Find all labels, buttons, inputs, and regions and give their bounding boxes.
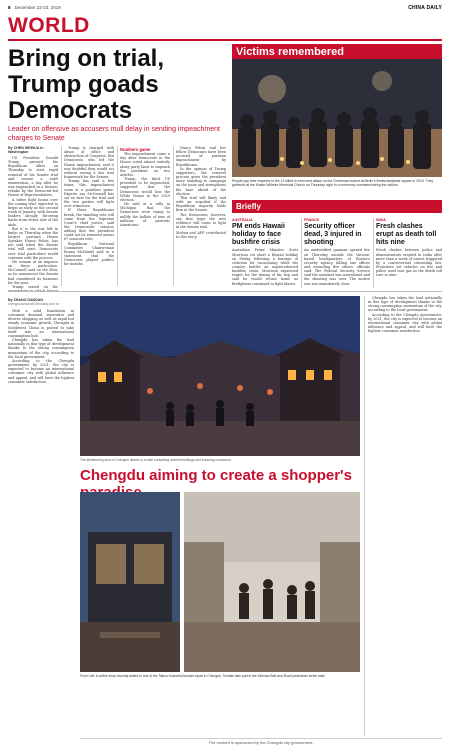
lead-paragraph: Trump has said a few times, this impeachment scam is a pointless game. Experts say McConnell has set no date for the trial and the two parties will fight over witnesses. xyxy=(64,179,114,209)
brief-headline: PM ends Hawaii holiday to face bushfire crisis xyxy=(232,223,285,246)
column-rule xyxy=(117,146,118,286)
victims-caption: People pay their respects to the 12 killed in a terrorist attack on the Christmas market at Berlin's Breitscheidplatz square in 2016. They gathered at the Kaiser Wilhelm Memorial Church on Thursday night in a ceremony commemorating the victims. xyxy=(232,179,434,188)
lead-paragraph: A bitter fight looms over the coming trial, expected to begin as early as the second week of January, with Senate leaders already throwing barbs from either side of the aisle. xyxy=(8,197,58,227)
chengdu-paragraph: According to the Chengdu government, by 2021, the city is expected to become an international consumer city with global influence and appeal, and will have the highest consumer satisfaction. xyxy=(368,312,442,334)
lead-paragraph: Republican National Committee Chairwoman Ronna McDaniel said in a statement that the Democrats played politics for months. xyxy=(64,241,114,267)
lead-paragraph: Nancy Pelosi and her fellow Democrats have been accused of partisan impeachment by Republicans. xyxy=(176,146,226,167)
chengdu-column-1 xyxy=(8,298,74,437)
brief-body: An unidentified gunman opened fire on Thursday outside the Vatican-based headquarters of Russia's security agency, killing one officer and wounding five others, officials said. The Federal Security Service said the assailant was neutralised and the shooting was over. The motive was not immediately clear. xyxy=(304,248,370,286)
chengdu-email: chengdudandan@chinadaily.com.cn xyxy=(8,302,60,306)
pedestrian-street-image xyxy=(184,492,360,672)
chengdu-byline: By ZHANG DANDAN xyxy=(8,298,43,302)
lead-paragraph: In the opinion of Trump supporters, the removal process gives the president more standing to campaign on the issue and strengthens his base ahead of the election. xyxy=(176,166,226,196)
column-rule xyxy=(61,146,62,286)
lead-section-subhead: Numbers game xyxy=(120,147,151,152)
column-rule xyxy=(373,218,374,288)
lead-column-3 xyxy=(120,146,170,286)
section-divider xyxy=(8,39,442,41)
victims-feature xyxy=(232,44,442,194)
victims-title: Victims remembered xyxy=(232,44,442,59)
brief-location: INDIA xyxy=(376,218,386,222)
chengdu-main-photo xyxy=(80,296,360,456)
column-rule xyxy=(364,296,365,736)
chengdu-photo-caption-bottom: From Left: A coffee shop recently added to one of the Taikoo Kuanzhai tourism spots in Chengdu. Tourists take part in the Sichuan Belt-and-Road pedestrian street walk. xyxy=(80,674,326,678)
coffee-shop-image xyxy=(80,492,180,672)
brief-headline: Fresh clashes erupt as death toll hits nine xyxy=(376,223,437,246)
lead-byline: By CHEN WEIHUA in Washington xyxy=(8,146,44,154)
section-title: WORLD xyxy=(8,14,90,37)
chengdu-paragraph: According to the Chengdu government, by 2021, the city is expected to become an international consumer city with global influence and appeal, and will have the highest consumer satisfaction. xyxy=(8,358,74,384)
chengdu-photo-caption: The shimmering area in Chengdu district is a wide containing ancient buildings and booming commerce. xyxy=(80,458,232,462)
lead-subhead: Leader on offensive as accusers mull delay in sending impeachment charges to Senate xyxy=(8,126,220,142)
lead-column-4 xyxy=(176,146,226,286)
column-rule xyxy=(173,146,174,286)
brief-location: FRANCE xyxy=(304,218,319,222)
lead-paragraph: Trump is charged with abuse of office and obstruction of Congress. But Democrats, who led the House impeachment, said it was doubtful they would act without seeing a fair trial framework for the Senate. xyxy=(64,146,114,180)
lead-paragraph: If three Republicans break, the standing vote will come from the Supreme Court's chief justice, said the Democratic senator, adding that the president could not be removed unless 67 senators vote. xyxy=(64,208,114,242)
contributor-note: Xinhua and AFP contributed to this story. xyxy=(176,231,226,240)
page-number: 8 xyxy=(8,5,11,10)
lead-column-1 xyxy=(8,146,58,292)
brief-headline: Security officer dead, 3 injured in shooting xyxy=(304,223,362,246)
chengdu-paragraph: With a solid foundation in consumer demand, innovative and diverse shopping as well as rapid but steady economic growth, Chengdu in Southwest China is poised to take itself into an international consumption hub. xyxy=(8,309,74,338)
lead-paragraph: He said at a rally in Michigan that the Democrats were trying to nullify the ballots of tens of millions of patriotic Americans. xyxy=(120,202,170,227)
issue-date: December 22-23, 2019 xyxy=(14,5,61,10)
lead-headline: Bring on trial, Trump goads Democrats xyxy=(8,45,164,124)
chengdu-column-right xyxy=(368,296,442,736)
chengdu-coffee-photo xyxy=(80,492,180,672)
lead-paragraph: The impeachment came a day after Democrats in the House voted almost entirely along party lines to impeach the president on two articles. xyxy=(120,152,170,177)
chengdu-paragraph: Chengdu has taken the lead nationally in this type of development thanks to the strong consumption momentum of the city, according to the local government. xyxy=(8,338,74,359)
sponsor-note: The content is sponsored by the Chengdu city government. xyxy=(80,738,442,745)
brief-location: AUSTRALIA xyxy=(232,218,253,222)
lead-paragraph: US President Donald Trump pressed his Republican allies on Thursday to start rapid removal of his Senate trial and ensure a swift exoneration, a day after he was impeached in a historic rebuke by the Democrat-led House of Representatives. xyxy=(8,156,58,198)
briefly-title: Briefly xyxy=(232,200,442,213)
chengdu-headline: Chengdu aiming to create a shopper's xyxy=(80,467,352,484)
lead-paragraph: Trump, the third US president to be impeached, suggested that the Democrats would lose the White House in the 2020 election. xyxy=(120,177,170,202)
brief-body: Fresh clashes between police and demonstrators erupted in India after more than a week of unrest triggered by a controversial citizenship law. Protesters set vehicles on fire and police used tear gas as the death toll rose to nine. xyxy=(376,248,442,278)
chengdu-street-photo xyxy=(184,492,360,672)
brief-body: Australian Prime Minister Scott Morrison cut short a Hawaii holiday on Friday following a barrage of criticism for vacationing while the country battles an unprecedented bushfire crisis. Morrison expressed regret for the timing of his trip and said he would return home as firefighters continued to fight blazes. xyxy=(232,248,298,286)
night-street-image xyxy=(80,296,360,456)
lead-paragraph: Trump seized on the xyxy=(12,284,58,289)
victims-photo xyxy=(232,59,442,177)
lead-paragraph: This trial will likely end with an acquittal if the Republican majority holds firm in the Senate. xyxy=(176,195,226,213)
vigil-crowd-image xyxy=(232,59,442,177)
column-rule xyxy=(301,218,302,288)
lead-column-2 xyxy=(64,146,114,286)
lead-paragraph: The Democrats, however, say they hope the new evidence will come to light in the Senate trial. xyxy=(176,212,226,229)
lead-paragraph: But it is the war left in limbo on Thursday when the largest partisan House Speaker Nancy Pelosi, has not said when the Senate trial will start. Democrats over trial particulars would continue with the process. xyxy=(8,226,58,260)
story-divider xyxy=(8,291,442,292)
lead-paragraph: We remain at an impasse on these particulars, McConnell said on the floor, as he announced the Senate had considered its business for the year. xyxy=(8,259,58,285)
chengdu-paragraph: Chengdu has taken the lead nationally in this type of development thanks to the strong consumption momentum of the city, according to the local government. xyxy=(368,296,442,313)
masthead-brand: CHINA DAILY xyxy=(408,5,442,11)
